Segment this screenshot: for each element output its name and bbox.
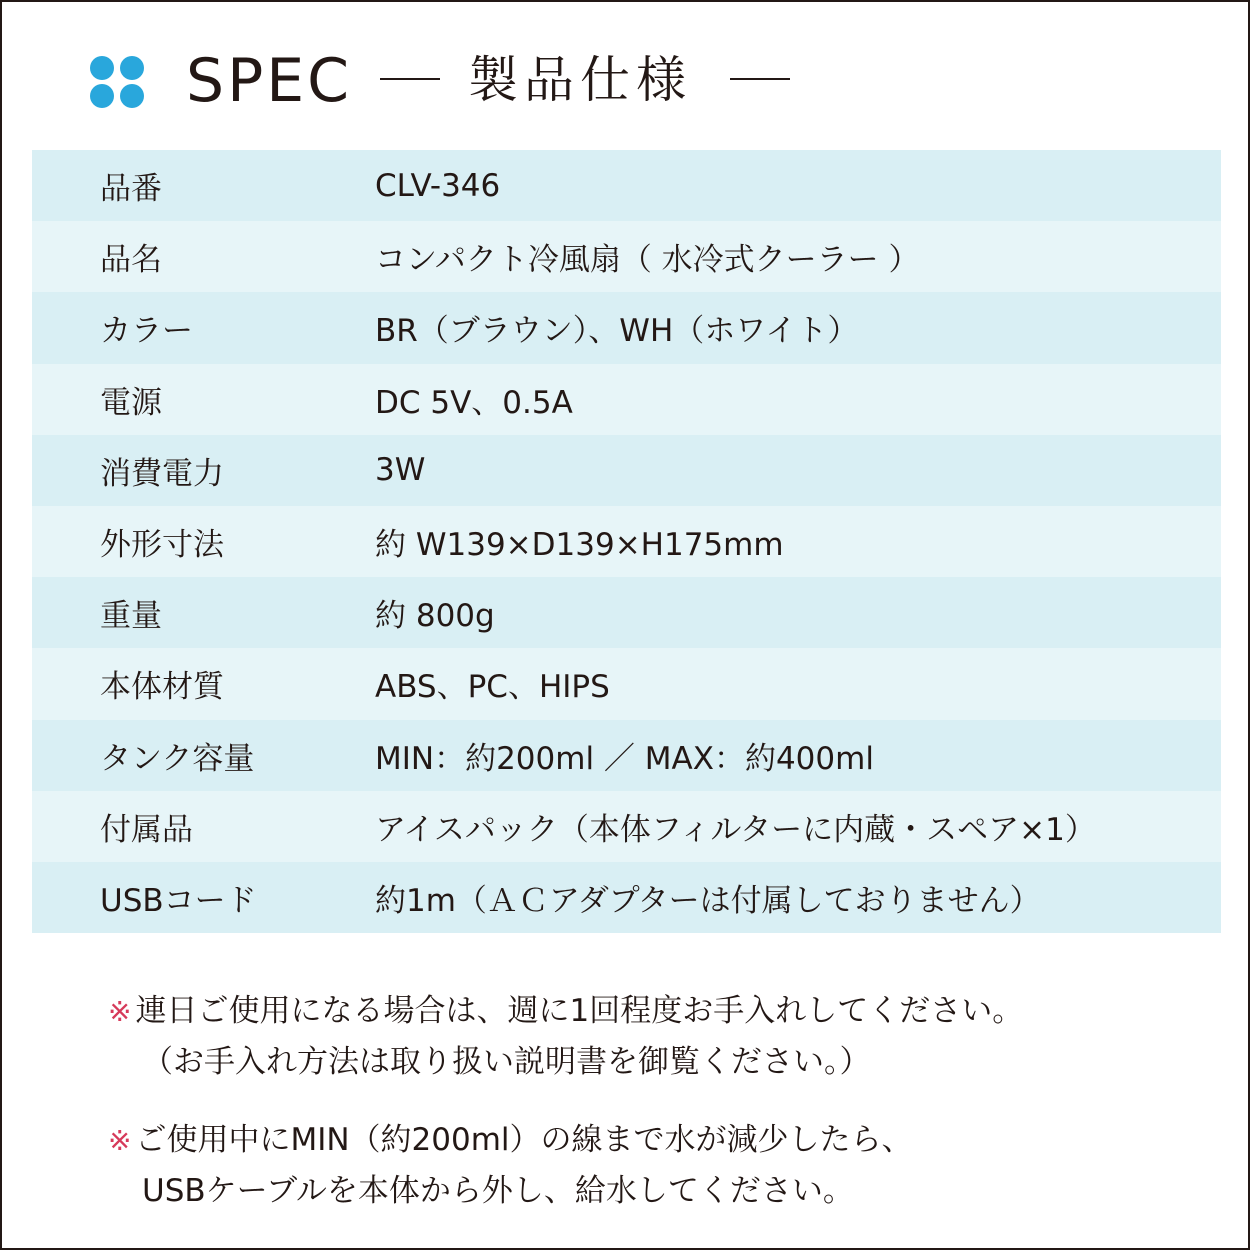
- note-mark: ※: [108, 1124, 132, 1157]
- spec-label: 重量: [100, 598, 162, 635]
- note-text: ご使用中にMIN（約200ml）の線まで水が減少したら、: [135, 1122, 913, 1158]
- spec-value: DC 5V、0.5A: [375, 384, 573, 421]
- note-mark: ※: [108, 995, 132, 1028]
- title-rule-left: [380, 78, 440, 80]
- spec-label: タンク容量: [100, 740, 255, 777]
- spec-value: ABS、PC、HIPS: [375, 669, 610, 706]
- note: [108, 1115, 1208, 1216]
- spec-row: [32, 791, 1221, 862]
- spec-table: [32, 150, 1221, 933]
- spec-row: [32, 577, 1221, 648]
- spec-value: コンパクト冷風扇（ 水冷式クーラー ）: [375, 242, 920, 279]
- spec-row: [32, 292, 1221, 363]
- dot: [120, 56, 144, 80]
- spec-label: 品番: [100, 171, 162, 208]
- spec-row: [32, 720, 1221, 791]
- dot: [90, 84, 114, 108]
- spec-value: アイスパック（本体フィルターに内蔵・スペア×1）: [375, 811, 1096, 848]
- spec-row: [32, 150, 1221, 221]
- spec-row: [32, 648, 1221, 719]
- spec-label: 付属品: [100, 811, 193, 848]
- spec-label: 消費電力: [100, 455, 224, 492]
- note-line: [108, 1115, 1208, 1166]
- spec-label: 外形寸法: [100, 527, 224, 564]
- spec-value: BR（ブラウン）、WH（ホワイト）: [375, 313, 859, 350]
- spec-value: 約 800g: [375, 598, 495, 635]
- note-line: USBケーブルを本体から外し、給水してください。: [142, 1173, 854, 1209]
- note-text: 連日ご使用になる場合は、週に1回程度お手入れしてください。: [135, 993, 1024, 1029]
- dot: [90, 56, 114, 80]
- spec-label: 電源: [100, 384, 162, 421]
- spec-value: 約 W139×D139×H175mm: [375, 527, 784, 564]
- spec-row: [32, 221, 1221, 292]
- note-line: [108, 986, 1208, 1037]
- title-rule-right: [730, 78, 790, 80]
- spec-value: 約1m（ＡＣアダプターは付属しておりません）: [375, 882, 1041, 919]
- spec-header: [90, 46, 850, 116]
- spec-label: USBコード: [100, 882, 257, 919]
- spec-row: [32, 364, 1221, 435]
- jp-title: 製品仕様: [468, 51, 692, 109]
- spec-label: 本体材質: [100, 669, 224, 706]
- spec-label: カラー: [100, 313, 193, 350]
- spec-title: SPEC: [186, 46, 353, 116]
- spec-value: MIN：約200ml ／ MAX：約400ml: [375, 740, 874, 777]
- note: [108, 986, 1208, 1087]
- spec-value: CLV-346: [375, 167, 501, 204]
- dot: [120, 84, 144, 108]
- notes: [108, 986, 1208, 1244]
- spec-value: 3W: [375, 452, 426, 489]
- spec-row: [32, 862, 1221, 933]
- spec-row: [32, 435, 1221, 506]
- four-dots-icon: [90, 56, 146, 106]
- spec-row: [32, 506, 1221, 577]
- spec-label: 品名: [100, 242, 162, 279]
- note-line: （お手入れ方法は取り扱い説明書を御覧ください。）: [142, 1044, 871, 1080]
